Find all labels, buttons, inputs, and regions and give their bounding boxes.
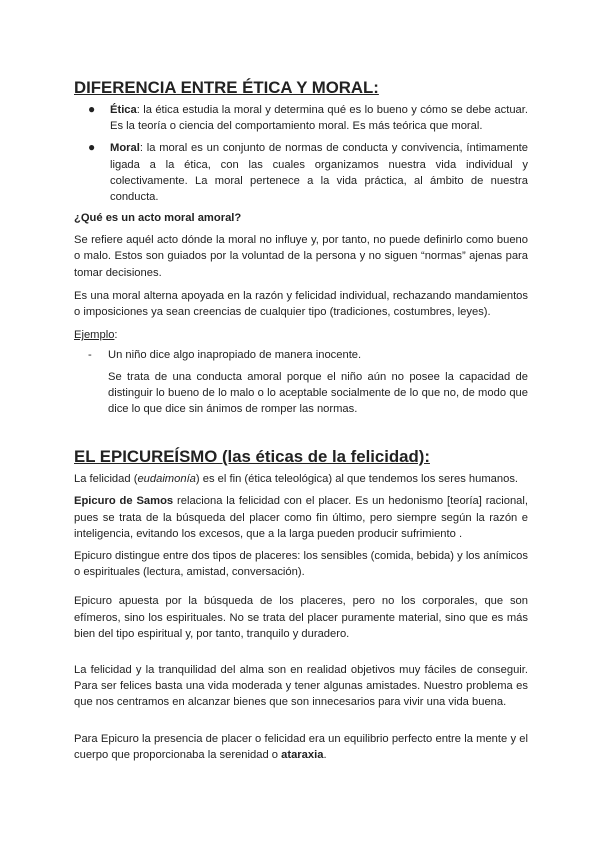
definition-etica: : la ética estudia la moral y determina qué es lo bueno y cómo se debe actuar. Es la teoría o ciencia del comportamiento moral. Es más teórica que moral.: [110, 104, 528, 133]
example-label: [74, 327, 528, 343]
example-label-colon: :: [114, 329, 118, 342]
definition-moral: : la moral es un conjunto de normas de conducta y convivencia, íntimamente ligada a la ética, con las cuales organizamos nuestra vida individual y colectivamente. La moral pertenece a la vida práctica, al ámbito de nuestra conducta.: [110, 142, 528, 204]
list-item-etica: [74, 102, 528, 134]
document-content: [74, 80, 528, 763]
paragraph-amoral-alternative: Es una moral alterna apoyada en la razón y felicidad individual, rechazando mandamientos o imposiciones ya sean creencias de cualquier tipo (tradiciones, costumbres, leyes).: [74, 289, 528, 319]
paragraph-ataraxia: [74, 731, 528, 763]
definitions-list: [74, 102, 528, 205]
ataraxia-text-a: Para Epicuro la presencia de placer o felicidad era un equilibrio perfecto entre la mente y el cuerpo que proporcionaba la serenidad o: [74, 732, 528, 761]
list-item-moral: [74, 140, 528, 205]
bullet-icon: ●: [88, 140, 96, 155]
dash-marker: -: [88, 349, 92, 362]
example-label-text: Ejemplo: [74, 329, 115, 342]
paragraph-epicuro: [74, 493, 528, 542]
section-title-etica-moral: DIFERENCIA ENTRE ÉTICA Y MORAL:: [74, 78, 379, 97]
term-moral: Moral: [110, 142, 140, 155]
epicuro-name: Epicuro de Samos: [74, 495, 174, 508]
ataraxia-term: ataraxia: [281, 748, 324, 761]
example-item: [74, 347, 528, 363]
example-item-text: Un niño dice algo inapropiado de manera inocente.: [108, 349, 362, 362]
paragraph-amoral-definition: Se refiere aquél acto dónde la moral no influye y, por tanto, no puede definirlo como bueno o malo. Estos son guiados por la voluntad de la persona y no siguen “normas” ajenas para tomar decisiones.: [74, 234, 528, 279]
felicidad-italic: eudaimonía: [137, 473, 196, 486]
paragraph-tranquilidad: La felicidad y la tranquilidad del alma son en realidad objetivos muy fáciles de conseguir. Para ser felices basta una vida moderada y tener algunas amistades. Nuestro problema es que nos centramos en alcanzar bienes que son innecesarios para vivir una vida buena.: [74, 664, 528, 709]
section-title-epicureismo: EL EPICUREÍSMO (las éticas de la felicidad):: [74, 447, 430, 467]
felicidad-text-a: La felicidad (: [74, 473, 138, 486]
paragraph-placeres-espirituales: Epicuro apuesta por la búsqueda de los placeres, pero no los corporales, que son efímeros, sino los espirituales. No se trata del placer puramente material, sino que es más bien del tipo espiritual y, por tanto, tranquilo y duradero.: [74, 595, 528, 640]
question-heading: ¿Qué es un acto moral amoral?: [74, 212, 242, 225]
example-explanation: Se trata de una conducta amoral porque el niño aún no posee la capacidad de distinguir lo bueno de lo malo o lo aceptable socialmente de lo que no, de modo que dice lo que dice sin ánimos de romper las normas.: [108, 370, 528, 416]
paragraph-tipos-placeres: Epicuro distingue entre dos tipos de placeres: los sensibles (comida, bebida) y los anímicos o espirituales (lectura, amistad, conversación).: [74, 550, 528, 579]
bullet-icon: ●: [88, 102, 96, 116]
term-etica: Ética: [110, 104, 137, 116]
ataraxia-text-b: .: [323, 748, 327, 761]
felicidad-text-b: ) es el fin (ética teleológica) al que tendemos los seres humanos.: [195, 473, 519, 486]
epicuro-text: relaciona la felicidad con el placer. Es un hedonismo [teoría] racional, pues se trata de la búsqueda del placer como fin último, pero siempre según la razón e inteligencia, evitando los excesos, que a la larga pueden producir sufrimiento .: [74, 495, 528, 540]
paragraph-felicidad: [74, 471, 528, 487]
